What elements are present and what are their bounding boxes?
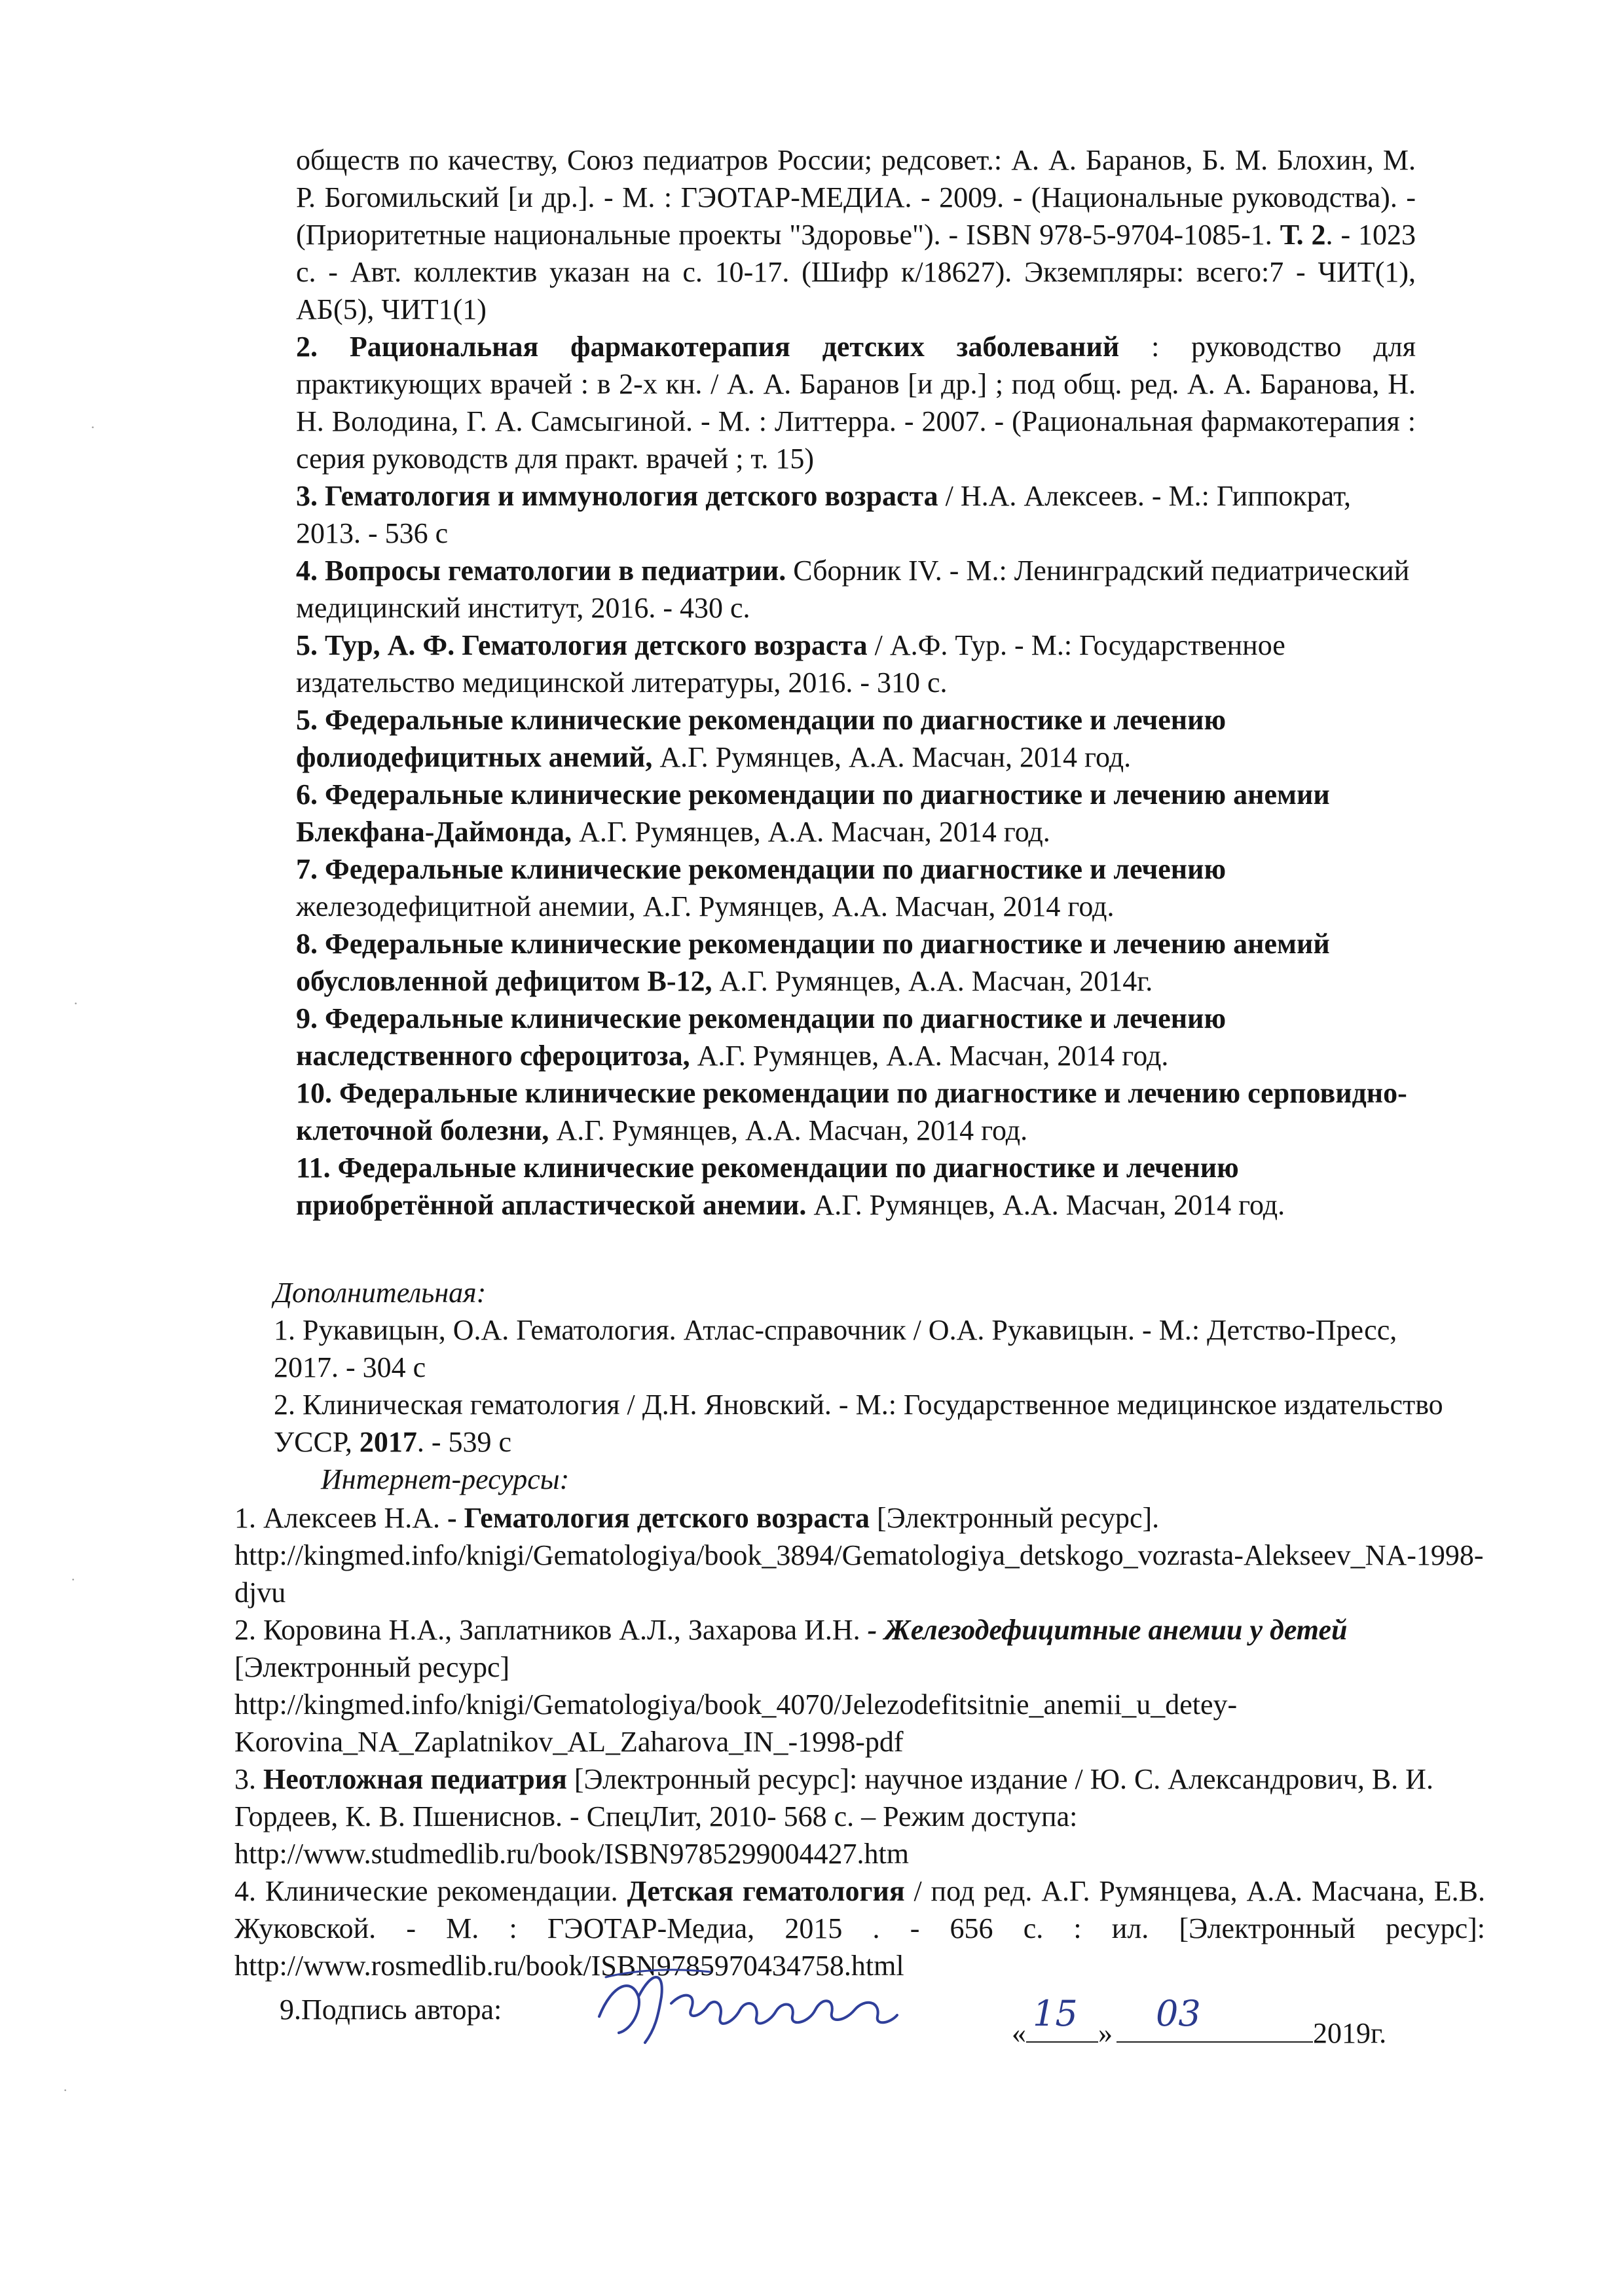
reference-title: 3. Гематология и иммунология детского возраста <box>296 480 938 512</box>
reference-details: А.Г. Румянцев, А.А. Масчан, 2014 год. <box>806 1189 1285 1221</box>
reference-continuation-text: обществ по качеству, Союз педиатров России; редсовет.: А. А. Баранов, Б. М. Блохин, М. Р. Богомильский [и др.]. - М. : ГЭОТАР-МЕДИА. - 2009. - (Национальные руководства). - (Приоритетные национальные проекты "Здоровье"). - ISBN 978-5-9704-1085-1. <box>296 144 1416 251</box>
reference-title: 2. Рациональная фармакотерапия детских заболеваний <box>296 331 1120 363</box>
reference-title: 7. Федеральные клинические рекомендации по диагностике и лечению <box>296 853 1227 885</box>
reference-item <box>296 627 1416 701</box>
internet-item <box>234 1611 1485 1760</box>
internet-item <box>234 1499 1485 1611</box>
additional-item <box>234 1386 1459 1461</box>
additional-item-year: 2017 <box>359 1426 417 1458</box>
internet-item-text: / под ред. А.Г. Румянцева, А.А. Масчана, Е.В. Жуковской. - М. : ГЭОТАР-Медиа, 2015 . - 656 с. : ил. [Электронный ресурс]: http://www.rosmedlib.ru/book/ISBN9785970434758.html <box>234 1875 1485 1982</box>
reference-title: 11. Федеральные клинические рекомендации по диагностике и лечению приобретённой апластической анемии. <box>296 1152 1239 1221</box>
reference-item <box>296 1000 1416 1074</box>
reference-details: / Н.А. Алексеев. - М.: Гиппократ, 2013. - 536 с <box>296 480 1351 549</box>
additional-item-text: Рукавицын, О.А. Гематология. Атлас-справочник / О.А. Рукавицын. - М.: Детство-Пресс, 2017. - 304 с <box>274 1314 1397 1383</box>
reference-details: : руководство для практикующих врачей : в 2-х кн. / А. А. Баранов [и др.] ; под общ. ред. А. А. Баранова, Н. Н. Володина, Г. А. Самсыгиной. - М. : Литтерра. - 2007. - (Рациональная фармакотерапия : серия руководств для практ. врачей ; т. 15) <box>296 331 1416 475</box>
internet-item-title: - Железодефицитные анемии у детей <box>867 1614 1348 1646</box>
additional-item <box>234 1311 1459 1386</box>
date-month-field <box>1116 1993 1313 2043</box>
reference-item <box>296 328 1416 477</box>
date-year: 2019г. <box>1313 2017 1387 2049</box>
reference-item <box>296 1149 1416 1224</box>
additional-heading: Дополнительная: <box>274 1277 487 1309</box>
internet-item <box>234 1760 1485 1872</box>
reference-title: 8. Федеральные клинические рекомендации по диагностике и лечению анемий обусловленной дефицитом В-12, <box>296 928 1330 997</box>
date-open-quote: « <box>1012 2017 1026 2049</box>
internet-list <box>234 1499 1485 1984</box>
additional-list <box>234 1311 1459 1461</box>
scan-mark: · <box>71 1571 76 1588</box>
handwritten-signature <box>593 1958 900 2056</box>
date-day-handwritten: 15 <box>1033 1993 1078 2034</box>
signature-date <box>1012 1993 1387 2050</box>
reference-title: 6. Федеральные клинические рекомендации по диагностике и лечению анемии Блекфана-Даймонда, <box>296 778 1330 848</box>
reference-volume: Т. 2 <box>1280 219 1326 251</box>
reference-title: 10. Федеральные клинические рекомендации по диагностике и лечению серповидно-клеточной болезни, <box>296 1077 1407 1146</box>
internet-item-text: [Электронный ресурс]. <box>870 1502 1160 1534</box>
internet-item-author: 3. <box>234 1763 263 1795</box>
reference-continuation-tail: . - 1023 с. - Авт. коллектив указан на с. 10-17. (Шифр к/18627). Экземпляры: всего:7 - ЧИТ(1), АБ(5), ЧИТ1(1) <box>296 219 1416 325</box>
internet-item-text: [Электронный ресурс]: научное издание / Ю. С. Александрович, В. И. Гордеев, К. В. Пшениснов. - СпецЛит, 2010- 568 с. – Режим доступа: http://www.studmedlib.ru/book/ISBN9785299004427.htm <box>234 1763 1433 1870</box>
scan-mark: · <box>90 419 96 435</box>
reference-details: железодефицитной анемии, А.Г. Румянцев, А.А. Масчан, 2014 год. <box>296 890 1115 922</box>
reference-title: 9. Федеральные клинические рекомендации по диагностике и лечению наследственного сфероцитоза, <box>296 1002 1227 1072</box>
additional-item-number: 1. <box>274 1314 295 1346</box>
internet-item-author: 4. Клинические рекомендации. <box>234 1875 627 1907</box>
reference-item <box>296 552 1416 627</box>
internet-heading: Интернет-ресурсы: <box>321 1463 570 1495</box>
reference-details: А.Г. Румянцев, А.А. Масчан, 2014г. <box>712 965 1153 997</box>
reference-item <box>296 925 1416 1000</box>
reference-details: А.Г. Румянцев, А.А. Масчан, 2014 год. <box>572 816 1050 848</box>
scan-mark: · <box>63 2082 68 2098</box>
reference-details: А.Г. Румянцев, А.А. Масчан, 2014 год. <box>652 741 1132 773</box>
date-close-quote: » <box>1098 2017 1113 2049</box>
reference-title: 5. Федеральные клинические рекомендации по диагностике и лечению фолиодефицитных анемий, <box>296 704 1227 773</box>
reference-details: / А.Ф. Тур. - М.: Государственное издательство медицинской литературы, 2016. - 310 с. <box>296 629 1285 699</box>
reference-title: 4. Вопросы гематологии в педиатрии. <box>296 555 786 587</box>
reference-item <box>296 701 1416 776</box>
reference-item <box>296 477 1416 552</box>
reference-item <box>296 850 1416 925</box>
internet-item-title: - Гематология детского возраста <box>447 1502 870 1534</box>
reference-details: А.Г. Румянцев, А.А. Масчан, 2014 год. <box>690 1040 1169 1072</box>
internet-item-title: Неотложная педиатрия <box>263 1763 567 1795</box>
additional-item-number: 2. <box>274 1389 295 1421</box>
reference-item <box>296 1074 1416 1149</box>
date-month-handwritten: 03 <box>1156 1993 1201 2034</box>
reference-title: 5. Тур, А. Ф. Гематология детского возраста <box>296 629 868 661</box>
internet-item-url[interactable]: http://kingmed.info/knigi/Gematologiya/book_3894/Gematologiya_detskogo_vozrasta-Alekseev_NA-1998-djvu <box>234 1539 1484 1609</box>
reference-item <box>296 776 1416 850</box>
internet-item-url[interactable]: http://kingmed.info/knigi/Gematologiya/book_4070/Jelezodefitsitnie_anemii_u_detey-Korovina_NA_Zaplatnikov_AL_Zaharova_IN_-1998-pdf <box>234 1688 1238 1758</box>
main-reference-list <box>296 141 1416 1224</box>
additional-item-tail: . - 539 с <box>416 1426 512 1458</box>
additional-item-text: Клиническая гематология / Д.Н. Яновский. - М.: Государственное медицинское издательство УССР, <box>274 1389 1443 1458</box>
scan-mark: · <box>73 995 79 1011</box>
date-day-field <box>1026 1993 1098 2043</box>
reference-details: Сборник IV. - М.: Ленинградский педиатрический медицинский институт, 2016. - 430 с. <box>296 555 1410 624</box>
internet-item-author: 2. Коровина Н.А., Заплатников А.Л., Захарова И.Н. <box>234 1614 868 1646</box>
reference-details: А.Г. Румянцев, А.А. Масчан, 2014 год. <box>549 1114 1028 1146</box>
internet-item-text: [Электронный ресурс] <box>234 1651 510 1683</box>
reference-continuation <box>296 141 1416 328</box>
internet-item-title: Детская гематология <box>627 1875 905 1907</box>
internet-item-author: 1. Алексеев Н.А. <box>234 1502 447 1534</box>
signature-label: 9.Подпись автора: <box>280 1994 502 2026</box>
